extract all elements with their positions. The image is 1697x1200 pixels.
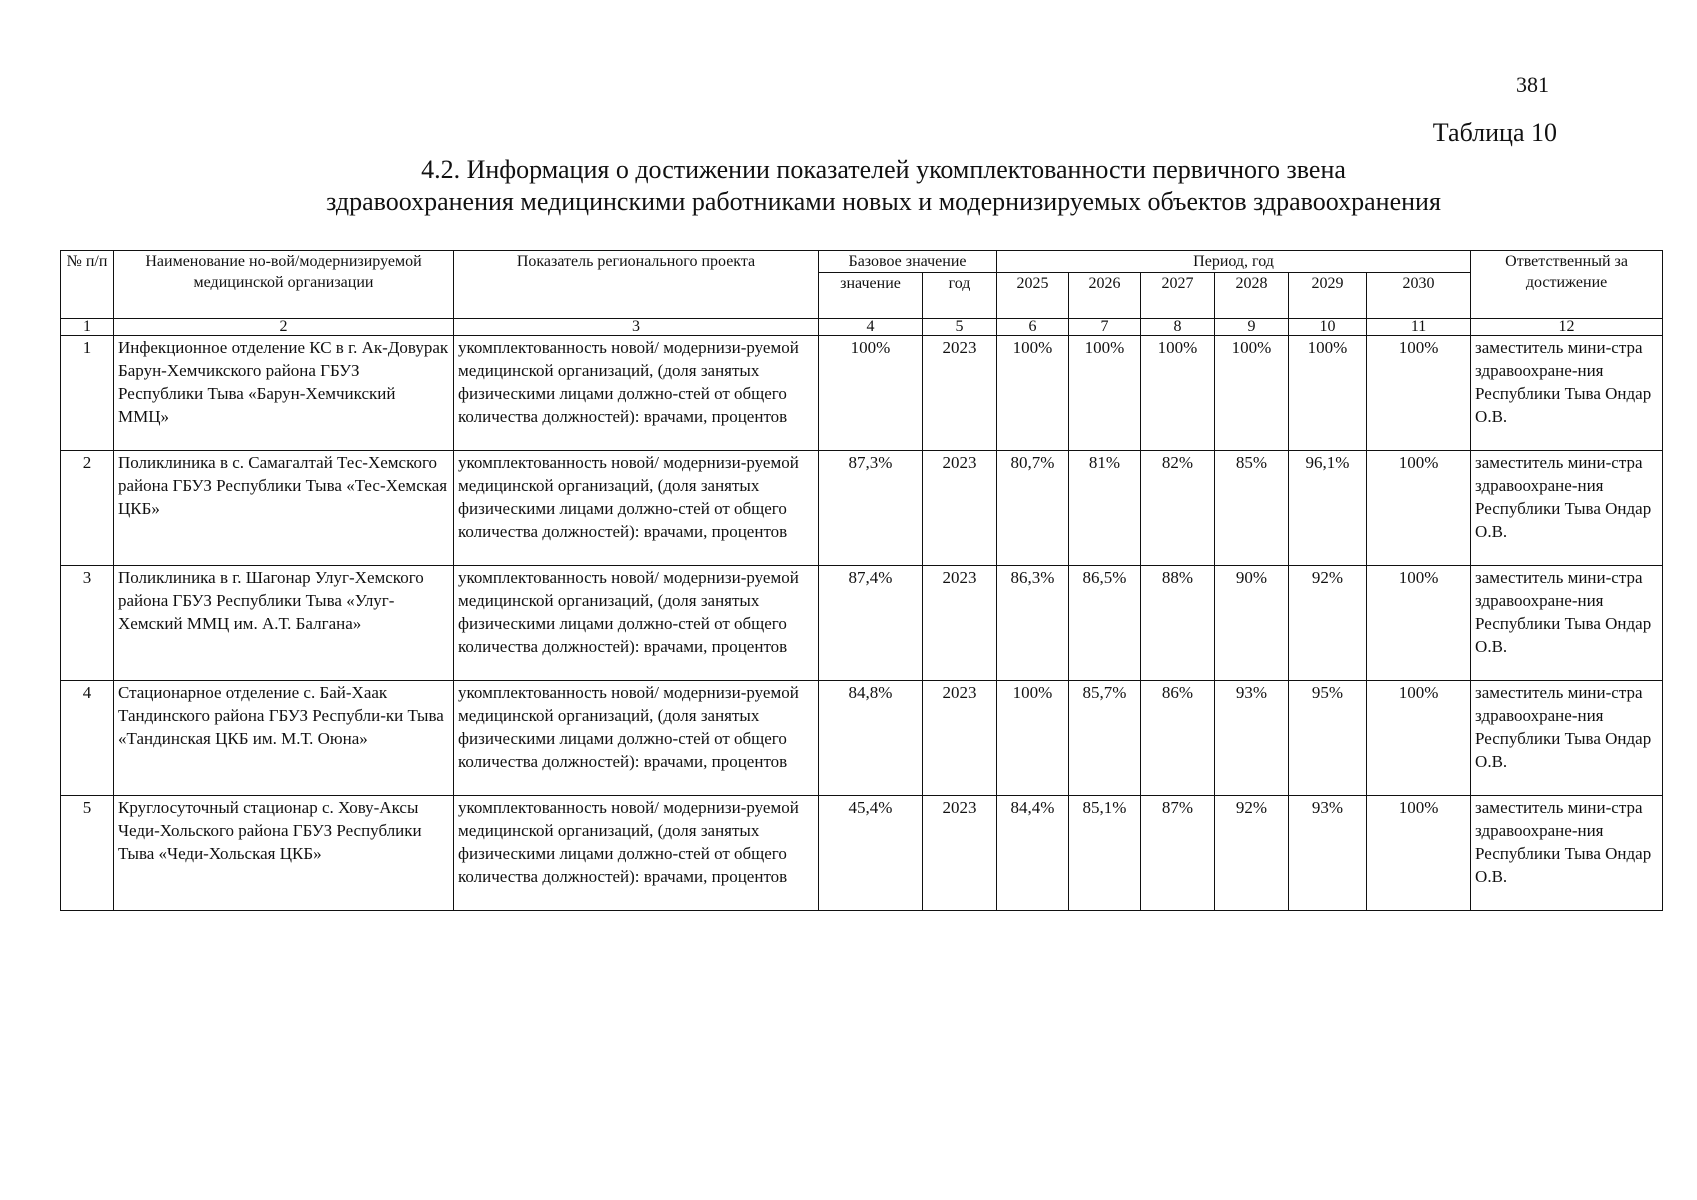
header-year: 2026 (1069, 273, 1141, 319)
base-year: 2023 (923, 336, 997, 451)
header-year: 2027 (1141, 273, 1215, 319)
column-number: 10 (1289, 319, 1367, 336)
base-value: 87,3% (819, 451, 923, 566)
column-number: 12 (1471, 319, 1663, 336)
indicator-text: укомплектованность новой/ модернизи-руемой медицинской организаций, (доля занятых физическими лицами должно-стей от общего количества должностей): врачами, процентов (454, 336, 819, 451)
responsible-person: заместитель мини-стра здравоохране-ния Республики Тыва Ондар О.В. (1471, 681, 1663, 796)
period-value: 86,5% (1069, 566, 1141, 681)
row-number: 4 (61, 681, 114, 796)
row-number: 3 (61, 566, 114, 681)
header-indicator: Показатель регионального проекта (454, 251, 819, 319)
title-line: здравоохранения медицинскими работниками новых и модернизируемых объектов здравоохранения (326, 187, 1441, 216)
table-row (61, 796, 1663, 911)
row-number: 5 (61, 796, 114, 911)
period-value: 85,1% (1069, 796, 1141, 911)
table-row (61, 681, 1663, 796)
period-value: 93% (1215, 681, 1289, 796)
page-number: 381 (1516, 72, 1549, 97)
organization-name: Стационарное отделение с. Бай-Хаак Тандинского района ГБУЗ Республи-ки Тыва «Тандинская ЦКБ им. М.Т. Оюна» (114, 681, 454, 796)
column-number: 6 (997, 319, 1069, 336)
period-value: 93% (1289, 796, 1367, 911)
column-number: 2 (114, 319, 454, 336)
period-value: 100% (1367, 681, 1471, 796)
header-year: 2030 (1367, 273, 1471, 319)
column-number: 1 (61, 319, 114, 336)
period-value: 87% (1141, 796, 1215, 911)
period-value: 100% (1367, 566, 1471, 681)
period-value: 92% (1215, 796, 1289, 911)
column-number: 4 (819, 319, 923, 336)
period-value: 100% (1289, 336, 1367, 451)
table-row (61, 566, 1663, 681)
period-value: 84,4% (997, 796, 1069, 911)
column-number: 5 (923, 319, 997, 336)
responsible-person: заместитель мини-стра здравоохране-ния Республики Тыва Ондар О.В. (1471, 566, 1663, 681)
base-value: 87,4% (819, 566, 923, 681)
indicators-table (60, 250, 1663, 911)
row-number: 1 (61, 336, 114, 451)
period-value: 80,7% (997, 451, 1069, 566)
period-value: 100% (1367, 451, 1471, 566)
organization-name: Поликлиника в с. Самагалтай Тес-Хемского района ГБУЗ Республики Тыва «Тес-Хемская ЦКБ» (114, 451, 454, 566)
header-name: Наименование но-вой/модернизируемой медицинской организации (114, 251, 454, 319)
period-value: 96,1% (1289, 451, 1367, 566)
period-value: 100% (1141, 336, 1215, 451)
base-year: 2023 (923, 796, 997, 911)
header-base: Базовое значение (819, 251, 997, 273)
table-caption: Таблица 10 (1432, 118, 1557, 147)
column-number: 11 (1367, 319, 1471, 336)
period-value: 100% (1367, 336, 1471, 451)
column-number: 7 (1069, 319, 1141, 336)
period-value: 100% (997, 336, 1069, 451)
period-value: 90% (1215, 566, 1289, 681)
period-value: 82% (1141, 451, 1215, 566)
organization-name: Инфекционное отделение КС в г. Ак-Довурак Барун-Хемчикского района ГБУЗ Республики Тыва «Барун-Хемчикский ММЦ» (114, 336, 454, 451)
base-year: 2023 (923, 566, 997, 681)
period-value: 100% (1069, 336, 1141, 451)
base-year: 2023 (923, 681, 997, 796)
responsible-person: заместитель мини-стра здравоохране-ния Республики Тыва Ондар О.В. (1471, 796, 1663, 911)
table-row (61, 451, 1663, 566)
responsible-person: заместитель мини-стра здравоохране-ния Республики Тыва Ондар О.В. (1471, 451, 1663, 566)
indicator-text: укомплектованность новой/ модернизи-руемой медицинской организаций, (доля занятых физическими лицами должно-стей от общего количества должностей): врачами, процентов (454, 796, 819, 911)
period-value: 86% (1141, 681, 1215, 796)
column-number: 8 (1141, 319, 1215, 336)
header-base-value: значение (819, 273, 923, 319)
period-value: 81% (1069, 451, 1141, 566)
period-value: 100% (1215, 336, 1289, 451)
period-value: 85% (1215, 451, 1289, 566)
period-value: 95% (1289, 681, 1367, 796)
header-num: № п/п (61, 251, 114, 319)
base-year: 2023 (923, 451, 997, 566)
header-period: Период, год (997, 251, 1471, 273)
column-number-row (61, 319, 1663, 336)
row-number: 2 (61, 451, 114, 566)
period-value: 100% (997, 681, 1069, 796)
header-year: 2028 (1215, 273, 1289, 319)
indicator-text: укомплектованность новой/ модернизи-руемой медицинской организаций, (доля занятых физическими лицами должно-стей от общего количества должностей): врачами, процентов (454, 451, 819, 566)
column-number: 3 (454, 319, 819, 336)
period-value: 85,7% (1069, 681, 1141, 796)
indicator-text: укомплектованность новой/ модернизи-руемой медицинской организаций, (доля занятых физическими лицами должно-стей от общего количества должностей): врачами, процентов (454, 681, 819, 796)
header-base-year: год (923, 273, 997, 319)
period-value: 88% (1141, 566, 1215, 681)
header-responsible: Ответственный за достижение (1471, 251, 1663, 319)
table-row (61, 336, 1663, 451)
organization-name: Круглосуточный стационар с. Хову-Аксы Чеди-Хольского района ГБУЗ Республики Тыва «Чеди-Хольская ЦКБ» (114, 796, 454, 911)
base-value: 100% (819, 336, 923, 451)
organization-name: Поликлиника в г. Шагонар Улуг-Хемского района ГБУЗ Республики Тыва «Улуг-Хемский ММЦ им. А.Т. Балгана» (114, 566, 454, 681)
header-year: 2025 (997, 273, 1069, 319)
responsible-person: заместитель мини-стра здравоохране-ния Республики Тыва Ондар О.В. (1471, 336, 1663, 451)
title-line: 4.2. Информация о достижении показателей укомплектованности первичного звена (421, 155, 1346, 184)
document-title (0, 154, 1697, 218)
indicator-text: укомплектованность новой/ модернизи-руемой медицинской организаций, (доля занятых физическими лицами должно-стей от общего количества должностей): врачами, процентов (454, 566, 819, 681)
period-value: 100% (1367, 796, 1471, 911)
period-value: 92% (1289, 566, 1367, 681)
header-year: 2029 (1289, 273, 1367, 319)
column-number: 9 (1215, 319, 1289, 336)
period-value: 86,3% (997, 566, 1069, 681)
base-value: 84,8% (819, 681, 923, 796)
base-value: 45,4% (819, 796, 923, 911)
